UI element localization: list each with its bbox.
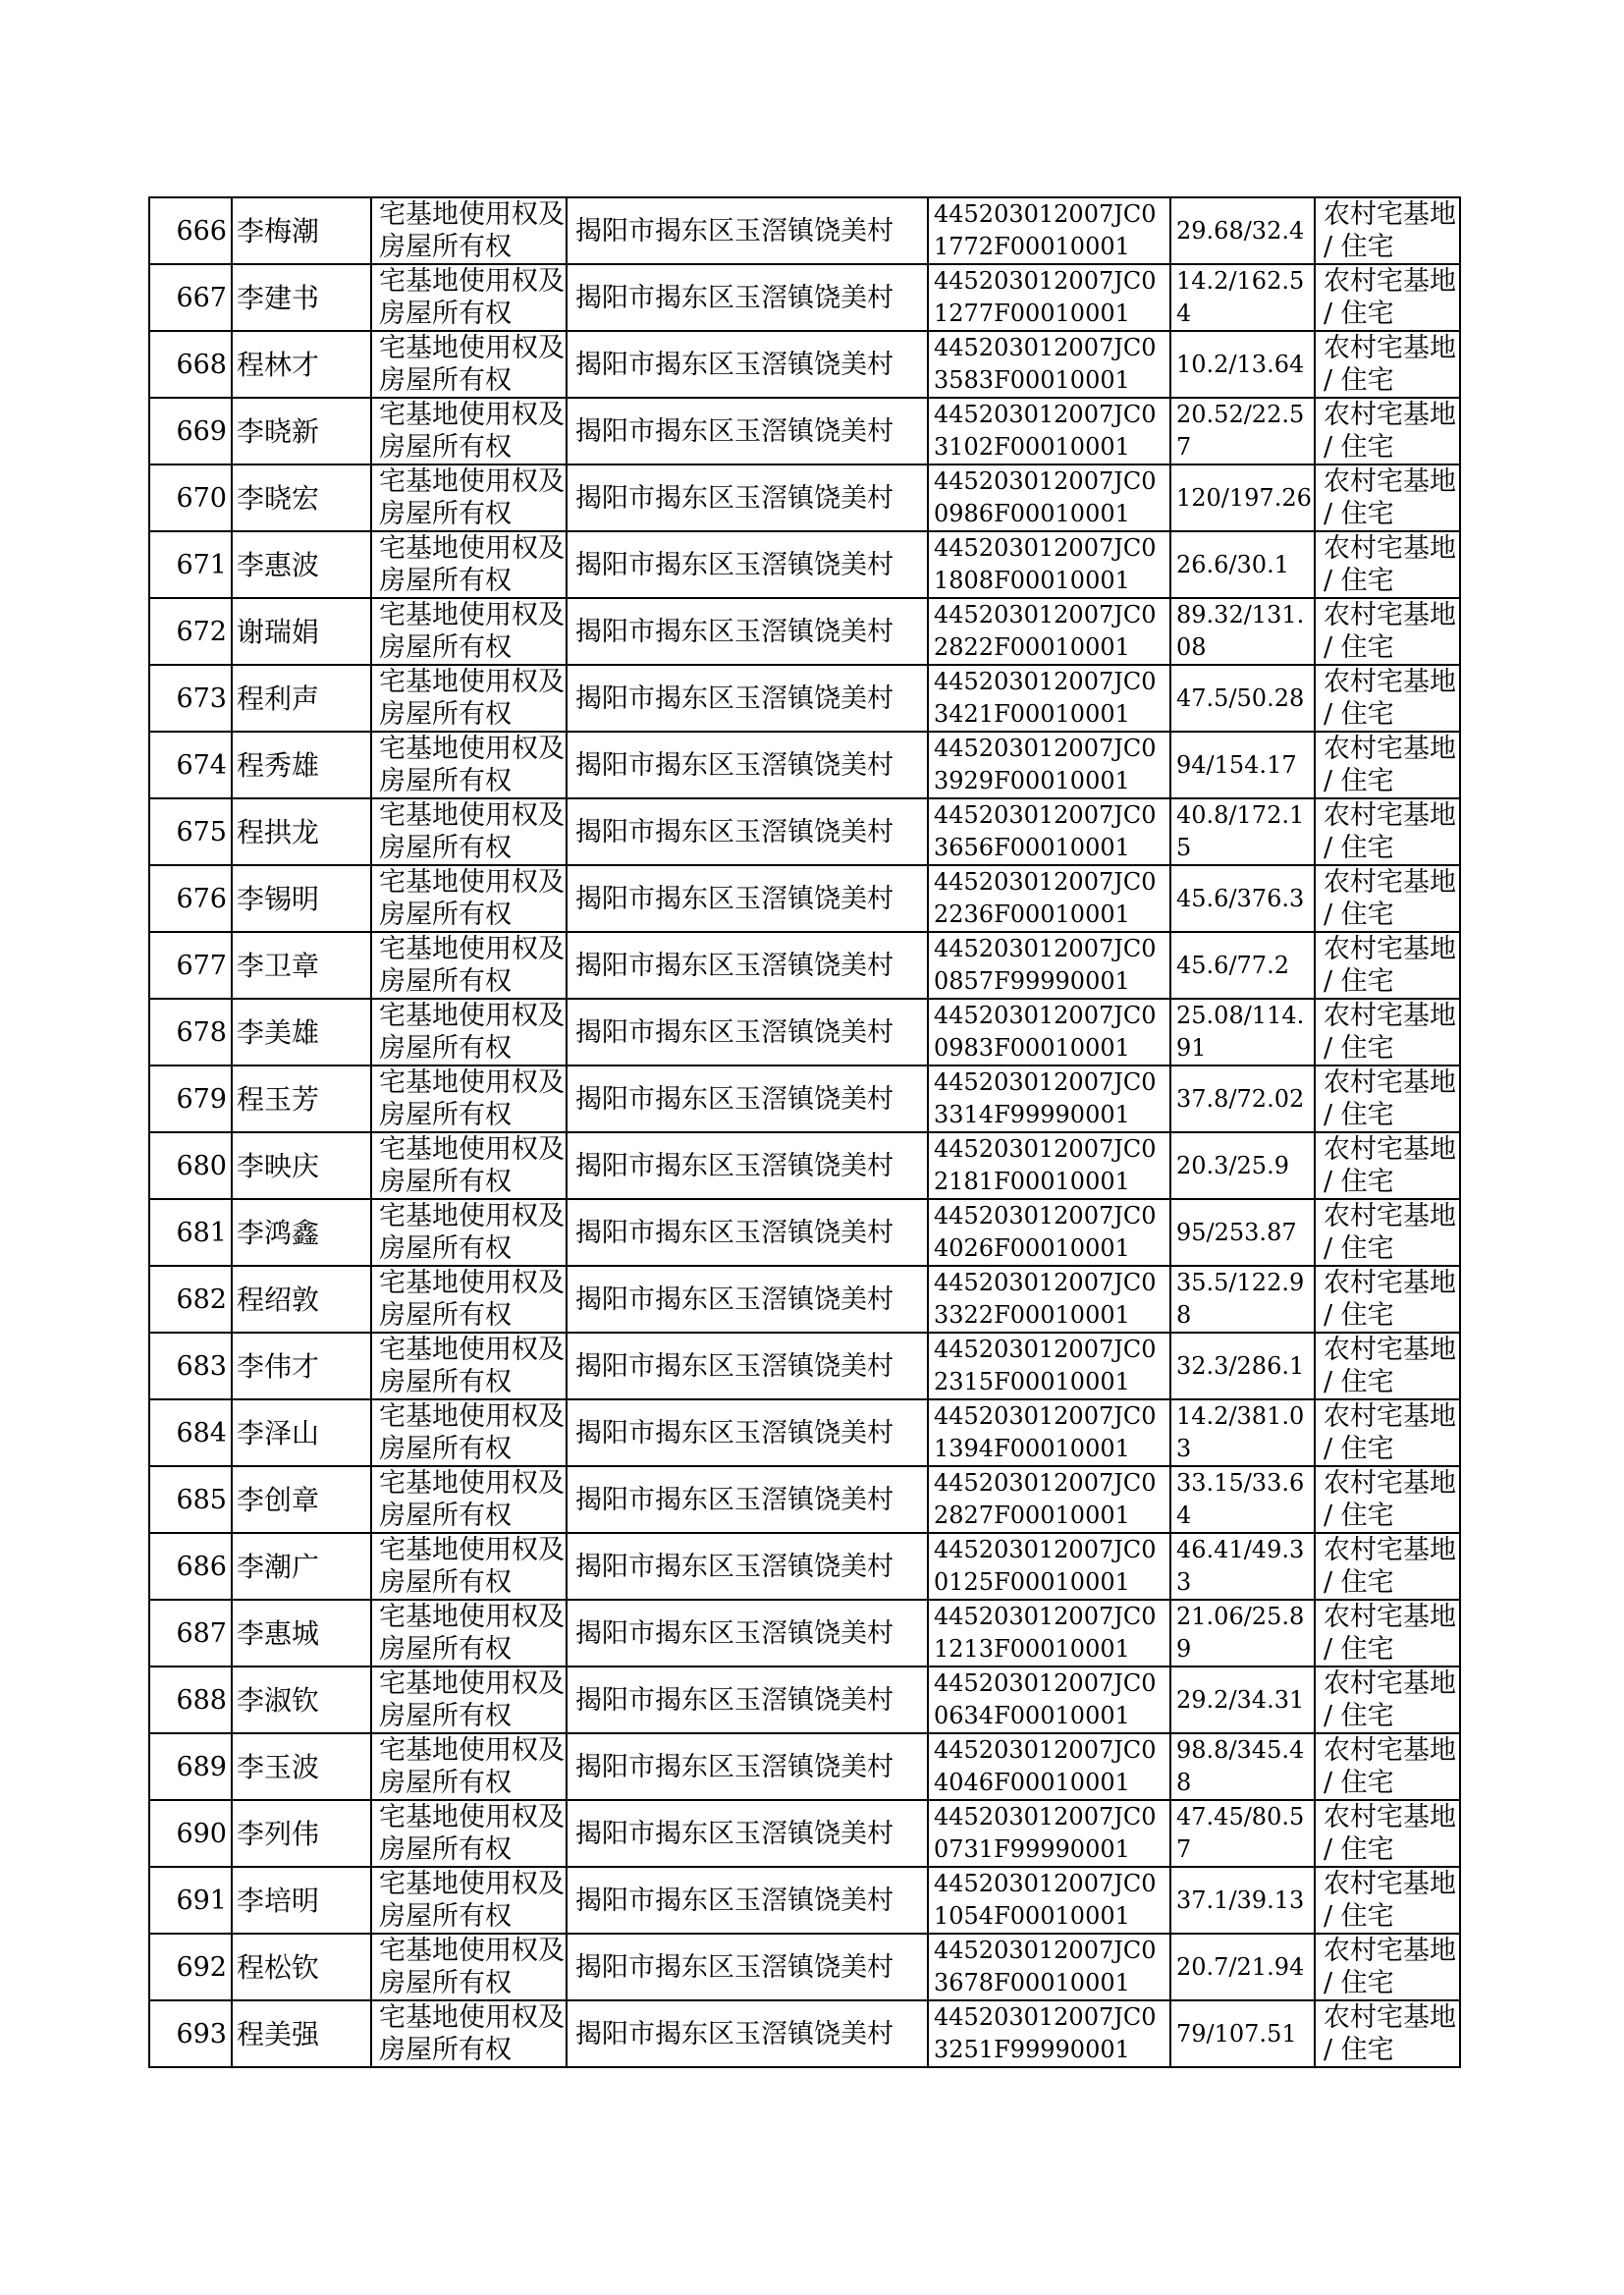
table-row bbox=[149, 932, 1460, 999]
right-type-cell: 宅基地使用权及房屋所有权 bbox=[371, 1667, 567, 1733]
unit-code-cell: 445203012007JC01394F00010001 bbox=[928, 1399, 1170, 1466]
record-number-cell: 685 bbox=[149, 1466, 232, 1533]
table-row bbox=[149, 398, 1460, 464]
area-value-cell: 20.3/25.9 bbox=[1170, 1132, 1315, 1199]
land-use-cell: 农村宅基地 / 住宅 bbox=[1315, 1934, 1460, 2000]
table-row bbox=[149, 1199, 1460, 1266]
area-value-cell: 37.8/72.02 bbox=[1170, 1066, 1315, 1132]
property-location-cell: 揭阳市揭东区玉滘镇饶美村 bbox=[567, 2000, 928, 2067]
right-type-cell: 宅基地使用权及房屋所有权 bbox=[371, 1800, 567, 1867]
property-location-cell: 揭阳市揭东区玉滘镇饶美村 bbox=[567, 264, 928, 331]
unit-code-cell: 445203012007JC00634F00010001 bbox=[928, 1667, 1170, 1733]
record-number-cell: 682 bbox=[149, 1266, 232, 1333]
land-use-cell: 农村宅基地 / 住宅 bbox=[1315, 932, 1460, 999]
property-location-cell: 揭阳市揭东区玉滘镇饶美村 bbox=[567, 398, 928, 464]
area-value-cell: 79/107.51 bbox=[1170, 2000, 1315, 2067]
unit-code-cell: 445203012007JC03929F00010001 bbox=[928, 732, 1170, 798]
property-location-cell: 揭阳市揭东区玉滘镇饶美村 bbox=[567, 932, 928, 999]
land-use-cell: 农村宅基地 / 住宅 bbox=[1315, 1533, 1460, 1600]
owner-name-cell: 李玉波 bbox=[232, 1733, 371, 1800]
unit-code-cell: 445203012007JC01213F00010001 bbox=[928, 1600, 1170, 1667]
area-value-cell: 120/197.26 bbox=[1170, 464, 1315, 531]
land-use-cell: 农村宅基地 / 住宅 bbox=[1315, 1132, 1460, 1199]
area-value-cell: 33.15/33.64 bbox=[1170, 1466, 1315, 1533]
property-location-cell: 揭阳市揭东区玉滘镇饶美村 bbox=[567, 665, 928, 732]
unit-code-cell: 445203012007JC03251F99990001 bbox=[928, 2000, 1170, 2067]
property-location-cell: 揭阳市揭东区玉滘镇饶美村 bbox=[567, 197, 928, 264]
record-number-cell: 684 bbox=[149, 1399, 232, 1466]
area-value-cell: 45.6/77.2 bbox=[1170, 932, 1315, 999]
property-location-cell: 揭阳市揭东区玉滘镇饶美村 bbox=[567, 1199, 928, 1266]
property-location-cell: 揭阳市揭东区玉滘镇饶美村 bbox=[567, 865, 928, 932]
land-use-cell: 农村宅基地 / 住宅 bbox=[1315, 331, 1460, 398]
right-type-cell: 宅基地使用权及房屋所有权 bbox=[371, 1533, 567, 1600]
table-row bbox=[149, 1800, 1460, 1867]
record-number-cell: 674 bbox=[149, 732, 232, 798]
land-use-cell: 农村宅基地 / 住宅 bbox=[1315, 1266, 1460, 1333]
owner-name-cell: 程拱龙 bbox=[232, 798, 371, 865]
table-row bbox=[149, 999, 1460, 1066]
property-location-cell: 揭阳市揭东区玉滘镇饶美村 bbox=[567, 1800, 928, 1867]
owner-name-cell: 李建书 bbox=[232, 264, 371, 331]
record-number-cell: 666 bbox=[149, 197, 232, 264]
unit-code-cell: 445203012007JC02315F00010001 bbox=[928, 1333, 1170, 1399]
right-type-cell: 宅基地使用权及房屋所有权 bbox=[371, 1066, 567, 1132]
unit-code-cell: 445203012007JC02822F00010001 bbox=[928, 598, 1170, 665]
unit-code-cell: 445203012007JC02181F00010001 bbox=[928, 1132, 1170, 1199]
right-type-cell: 宅基地使用权及房屋所有权 bbox=[371, 264, 567, 331]
owner-name-cell: 李美雄 bbox=[232, 999, 371, 1066]
right-type-cell: 宅基地使用权及房屋所有权 bbox=[371, 398, 567, 464]
right-type-cell: 宅基地使用权及房屋所有权 bbox=[371, 197, 567, 264]
record-number-cell: 688 bbox=[149, 1667, 232, 1733]
property-location-cell: 揭阳市揭东区玉滘镇饶美村 bbox=[567, 1733, 928, 1800]
unit-code-cell: 445203012007JC00857F99990001 bbox=[928, 932, 1170, 999]
record-number-cell: 683 bbox=[149, 1333, 232, 1399]
table-row bbox=[149, 1934, 1460, 2000]
land-use-cell: 农村宅基地 / 住宅 bbox=[1315, 1333, 1460, 1399]
record-number-cell: 670 bbox=[149, 464, 232, 531]
owner-name-cell: 李晓新 bbox=[232, 398, 371, 464]
table-row bbox=[149, 1066, 1460, 1132]
area-value-cell: 46.41/49.33 bbox=[1170, 1533, 1315, 1600]
owner-name-cell: 谢瑞娟 bbox=[232, 598, 371, 665]
right-type-cell: 宅基地使用权及房屋所有权 bbox=[371, 464, 567, 531]
record-number-cell: 677 bbox=[149, 932, 232, 999]
area-value-cell: 26.6/30.1 bbox=[1170, 531, 1315, 598]
property-location-cell: 揭阳市揭东区玉滘镇饶美村 bbox=[567, 1533, 928, 1600]
table-row bbox=[149, 1399, 1460, 1466]
unit-code-cell: 445203012007JC01808F00010001 bbox=[928, 531, 1170, 598]
property-location-cell: 揭阳市揭东区玉滘镇饶美村 bbox=[567, 331, 928, 398]
record-number-cell: 667 bbox=[149, 264, 232, 331]
property-location-cell: 揭阳市揭东区玉滘镇饶美村 bbox=[567, 1266, 928, 1333]
land-use-cell: 农村宅基地 / 住宅 bbox=[1315, 1867, 1460, 1934]
right-type-cell: 宅基地使用权及房屋所有权 bbox=[371, 1266, 567, 1333]
owner-name-cell: 李梅潮 bbox=[232, 197, 371, 264]
record-number-cell: 690 bbox=[149, 1800, 232, 1867]
unit-code-cell: 445203012007JC03583F00010001 bbox=[928, 331, 1170, 398]
unit-code-cell: 445203012007JC03656F00010001 bbox=[928, 798, 1170, 865]
right-type-cell: 宅基地使用权及房屋所有权 bbox=[371, 331, 567, 398]
table-row bbox=[149, 1867, 1460, 1934]
land-use-cell: 农村宅基地 / 住宅 bbox=[1315, 1600, 1460, 1667]
land-use-cell: 农村宅基地 / 住宅 bbox=[1315, 1733, 1460, 1800]
land-use-cell: 农村宅基地 / 住宅 bbox=[1315, 1466, 1460, 1533]
property-location-cell: 揭阳市揭东区玉滘镇饶美村 bbox=[567, 1867, 928, 1934]
owner-name-cell: 李培明 bbox=[232, 1867, 371, 1934]
table-row bbox=[149, 598, 1460, 665]
unit-code-cell: 445203012007JC02236F00010001 bbox=[928, 865, 1170, 932]
area-value-cell: 47.5/50.28 bbox=[1170, 665, 1315, 732]
area-value-cell: 98.8/345.48 bbox=[1170, 1733, 1315, 1800]
area-value-cell: 29.68/32.4 bbox=[1170, 197, 1315, 264]
owner-name-cell: 程玉芳 bbox=[232, 1066, 371, 1132]
unit-code-cell: 445203012007JC01277F00010001 bbox=[928, 264, 1170, 331]
right-type-cell: 宅基地使用权及房屋所有权 bbox=[371, 1399, 567, 1466]
area-value-cell: 20.7/21.94 bbox=[1170, 1934, 1315, 2000]
unit-code-cell: 445203012007JC03314F99990001 bbox=[928, 1066, 1170, 1132]
property-location-cell: 揭阳市揭东区玉滘镇饶美村 bbox=[567, 999, 928, 1066]
table-row bbox=[149, 798, 1460, 865]
table-row bbox=[149, 1466, 1460, 1533]
record-number-cell: 680 bbox=[149, 1132, 232, 1199]
table-row bbox=[149, 197, 1460, 264]
table-row bbox=[149, 331, 1460, 398]
unit-code-cell: 445203012007JC03678F00010001 bbox=[928, 1934, 1170, 2000]
table-row bbox=[149, 1733, 1460, 1800]
table-row bbox=[149, 1132, 1460, 1199]
unit-code-cell: 445203012007JC00986F00010001 bbox=[928, 464, 1170, 531]
area-value-cell: 32.3/286.1 bbox=[1170, 1333, 1315, 1399]
right-type-cell: 宅基地使用权及房屋所有权 bbox=[371, 665, 567, 732]
right-type-cell: 宅基地使用权及房屋所有权 bbox=[371, 932, 567, 999]
owner-name-cell: 李创章 bbox=[232, 1466, 371, 1533]
unit-code-cell: 445203012007JC04026F00010001 bbox=[928, 1199, 1170, 1266]
area-value-cell: 95/253.87 bbox=[1170, 1199, 1315, 1266]
owner-name-cell: 李泽山 bbox=[232, 1399, 371, 1466]
owner-name-cell: 李鸿鑫 bbox=[232, 1199, 371, 1266]
right-type-cell: 宅基地使用权及房屋所有权 bbox=[371, 1733, 567, 1800]
owner-name-cell: 李伟才 bbox=[232, 1333, 371, 1399]
right-type-cell: 宅基地使用权及房屋所有权 bbox=[371, 2000, 567, 2067]
owner-name-cell: 李列伟 bbox=[232, 1800, 371, 1867]
property-location-cell: 揭阳市揭东区玉滘镇饶美村 bbox=[567, 1066, 928, 1132]
unit-code-cell: 445203012007JC04046F00010001 bbox=[928, 1733, 1170, 1800]
record-number-cell: 668 bbox=[149, 331, 232, 398]
table-row bbox=[149, 1533, 1460, 1600]
property-location-cell: 揭阳市揭东区玉滘镇饶美村 bbox=[567, 1132, 928, 1199]
owner-name-cell: 李晓宏 bbox=[232, 464, 371, 531]
right-type-cell: 宅基地使用权及房屋所有权 bbox=[371, 1466, 567, 1533]
land-use-cell: 农村宅基地 / 住宅 bbox=[1315, 732, 1460, 798]
owner-name-cell: 程利声 bbox=[232, 665, 371, 732]
record-number-cell: 692 bbox=[149, 1934, 232, 2000]
owner-name-cell: 李锡明 bbox=[232, 865, 371, 932]
table-row bbox=[149, 865, 1460, 932]
right-type-cell: 宅基地使用权及房屋所有权 bbox=[371, 1867, 567, 1934]
table-row bbox=[149, 464, 1460, 531]
area-value-cell: 35.5/122.98 bbox=[1170, 1266, 1315, 1333]
record-number-cell: 672 bbox=[149, 598, 232, 665]
owner-name-cell: 程林才 bbox=[232, 331, 371, 398]
right-type-cell: 宅基地使用权及房屋所有权 bbox=[371, 1199, 567, 1266]
owner-name-cell: 程美强 bbox=[232, 2000, 371, 2067]
unit-code-cell: 445203012007JC01772F00010001 bbox=[928, 197, 1170, 264]
table-row bbox=[149, 2000, 1460, 2067]
area-value-cell: 14.2/381.03 bbox=[1170, 1399, 1315, 1466]
land-use-cell: 农村宅基地 / 住宅 bbox=[1315, 865, 1460, 932]
area-value-cell: 21.06/25.89 bbox=[1170, 1600, 1315, 1667]
land-use-cell: 农村宅基地 / 住宅 bbox=[1315, 798, 1460, 865]
land-use-cell: 农村宅基地 / 住宅 bbox=[1315, 1199, 1460, 1266]
property-location-cell: 揭阳市揭东区玉滘镇饶美村 bbox=[567, 531, 928, 598]
unit-code-cell: 445203012007JC00731F99990001 bbox=[928, 1800, 1170, 1867]
record-number-cell: 673 bbox=[149, 665, 232, 732]
unit-code-cell: 445203012007JC03102F00010001 bbox=[928, 398, 1170, 464]
table-row bbox=[149, 531, 1460, 598]
area-value-cell: 47.45/80.57 bbox=[1170, 1800, 1315, 1867]
unit-code-cell: 445203012007JC01054F00010001 bbox=[928, 1867, 1170, 1934]
property-location-cell: 揭阳市揭东区玉滘镇饶美村 bbox=[567, 464, 928, 531]
record-number-cell: 693 bbox=[149, 2000, 232, 2067]
property-location-cell: 揭阳市揭东区玉滘镇饶美村 bbox=[567, 598, 928, 665]
table-row bbox=[149, 1333, 1460, 1399]
record-number-cell: 678 bbox=[149, 999, 232, 1066]
right-type-cell: 宅基地使用权及房屋所有权 bbox=[371, 865, 567, 932]
area-value-cell: 37.1/39.13 bbox=[1170, 1867, 1315, 1934]
owner-name-cell: 程秀雄 bbox=[232, 732, 371, 798]
owner-name-cell: 李惠城 bbox=[232, 1600, 371, 1667]
land-use-cell: 农村宅基地 / 住宅 bbox=[1315, 464, 1460, 531]
area-value-cell: 94/154.17 bbox=[1170, 732, 1315, 798]
table-row bbox=[149, 732, 1460, 798]
area-value-cell: 40.8/172.15 bbox=[1170, 798, 1315, 865]
record-number-cell: 686 bbox=[149, 1533, 232, 1600]
right-type-cell: 宅基地使用权及房屋所有权 bbox=[371, 732, 567, 798]
area-value-cell: 45.6/376.3 bbox=[1170, 865, 1315, 932]
area-value-cell: 29.2/34.31 bbox=[1170, 1667, 1315, 1733]
owner-name-cell: 程松钦 bbox=[232, 1934, 371, 2000]
record-number-cell: 679 bbox=[149, 1066, 232, 1132]
right-type-cell: 宅基地使用权及房屋所有权 bbox=[371, 999, 567, 1066]
area-value-cell: 25.08/114.91 bbox=[1170, 999, 1315, 1066]
record-number-cell: 691 bbox=[149, 1867, 232, 1934]
right-type-cell: 宅基地使用权及房屋所有权 bbox=[371, 531, 567, 598]
owner-name-cell: 李潮广 bbox=[232, 1533, 371, 1600]
land-use-cell: 农村宅基地 / 住宅 bbox=[1315, 1667, 1460, 1733]
record-number-cell: 676 bbox=[149, 865, 232, 932]
owner-name-cell: 李淑钦 bbox=[232, 1667, 371, 1733]
land-use-cell: 农村宅基地 / 住宅 bbox=[1315, 398, 1460, 464]
table-row bbox=[149, 665, 1460, 732]
property-location-cell: 揭阳市揭东区玉滘镇饶美村 bbox=[567, 1667, 928, 1733]
record-number-cell: 671 bbox=[149, 531, 232, 598]
property-location-cell: 揭阳市揭东区玉滘镇饶美村 bbox=[567, 1399, 928, 1466]
land-use-cell: 农村宅基地 / 住宅 bbox=[1315, 598, 1460, 665]
land-use-cell: 农村宅基地 / 住宅 bbox=[1315, 2000, 1460, 2067]
land-use-cell: 农村宅基地 / 住宅 bbox=[1315, 999, 1460, 1066]
unit-code-cell: 445203012007JC02827F00010001 bbox=[928, 1466, 1170, 1533]
right-type-cell: 宅基地使用权及房屋所有权 bbox=[371, 1132, 567, 1199]
record-number-cell: 675 bbox=[149, 798, 232, 865]
unit-code-cell: 445203012007JC03322F00010001 bbox=[928, 1266, 1170, 1333]
area-value-cell: 14.2/162.54 bbox=[1170, 264, 1315, 331]
unit-code-cell: 445203012007JC03421F00010001 bbox=[928, 665, 1170, 732]
property-location-cell: 揭阳市揭东区玉滘镇饶美村 bbox=[567, 798, 928, 865]
land-use-cell: 农村宅基地 / 住宅 bbox=[1315, 531, 1460, 598]
property-location-cell: 揭阳市揭东区玉滘镇饶美村 bbox=[567, 1600, 928, 1667]
table-row bbox=[149, 264, 1460, 331]
owner-name-cell: 李卫章 bbox=[232, 932, 371, 999]
table-row bbox=[149, 1600, 1460, 1667]
right-type-cell: 宅基地使用权及房屋所有权 bbox=[371, 798, 567, 865]
owner-name-cell: 程绍敦 bbox=[232, 1266, 371, 1333]
land-use-cell: 农村宅基地 / 住宅 bbox=[1315, 264, 1460, 331]
record-number-cell: 689 bbox=[149, 1733, 232, 1800]
area-value-cell: 20.52/22.57 bbox=[1170, 398, 1315, 464]
table-body bbox=[149, 197, 1460, 2067]
land-use-cell: 农村宅基地 / 住宅 bbox=[1315, 1066, 1460, 1132]
land-use-cell: 农村宅基地 / 住宅 bbox=[1315, 1800, 1460, 1867]
property-location-cell: 揭阳市揭东区玉滘镇饶美村 bbox=[567, 1466, 928, 1533]
record-number-cell: 687 bbox=[149, 1600, 232, 1667]
property-location-cell: 揭阳市揭东区玉滘镇饶美村 bbox=[567, 1934, 928, 2000]
area-value-cell: 89.32/131.08 bbox=[1170, 598, 1315, 665]
right-type-cell: 宅基地使用权及房屋所有权 bbox=[371, 1600, 567, 1667]
record-number-cell: 681 bbox=[149, 1199, 232, 1266]
table-row bbox=[149, 1266, 1460, 1333]
registration-table bbox=[148, 196, 1461, 2068]
record-number-cell: 669 bbox=[149, 398, 232, 464]
table-row bbox=[149, 1667, 1460, 1733]
right-type-cell: 宅基地使用权及房屋所有权 bbox=[371, 598, 567, 665]
property-location-cell: 揭阳市揭东区玉滘镇饶美村 bbox=[567, 732, 928, 798]
right-type-cell: 宅基地使用权及房屋所有权 bbox=[371, 1333, 567, 1399]
land-use-cell: 农村宅基地 / 住宅 bbox=[1315, 197, 1460, 264]
land-use-cell: 农村宅基地 / 住宅 bbox=[1315, 665, 1460, 732]
owner-name-cell: 李惠波 bbox=[232, 531, 371, 598]
unit-code-cell: 445203012007JC00125F00010001 bbox=[928, 1533, 1170, 1600]
land-use-cell: 农村宅基地 / 住宅 bbox=[1315, 1399, 1460, 1466]
right-type-cell: 宅基地使用权及房屋所有权 bbox=[371, 1934, 567, 2000]
property-location-cell: 揭阳市揭东区玉滘镇饶美村 bbox=[567, 1333, 928, 1399]
unit-code-cell: 445203012007JC00983F00010001 bbox=[928, 999, 1170, 1066]
area-value-cell: 10.2/13.64 bbox=[1170, 331, 1315, 398]
owner-name-cell: 李映庆 bbox=[232, 1132, 371, 1199]
